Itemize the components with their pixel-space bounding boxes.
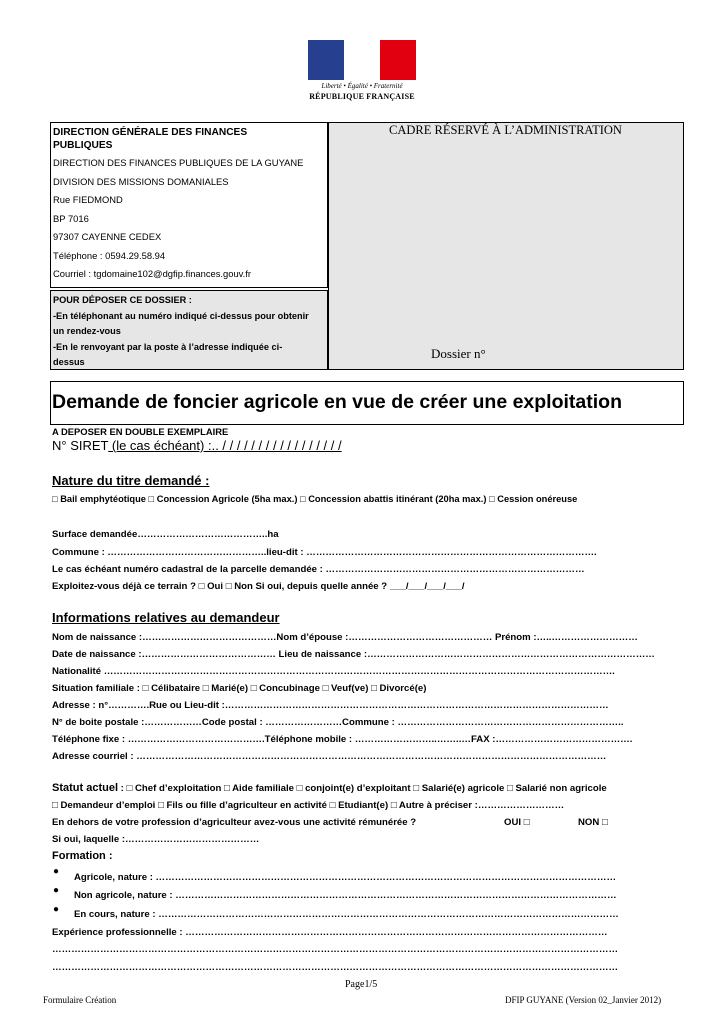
deposit-box: [50, 290, 328, 370]
direction-line: Rue FIEDMOND: [53, 194, 123, 205]
direction-line: BP 7016: [53, 212, 89, 224]
nationality-field[interactable]: Nationalité …………………………………………………………………………………………………………………………………………….: [52, 666, 615, 677]
page-number: Page1/5: [345, 979, 378, 990]
republique-logo: [308, 40, 416, 106]
direction-lines: [53, 154, 303, 284]
admin-title: CADRE RÉSERVÉ À L’ADMINISTRATION: [389, 123, 622, 137]
bullet-icon: ●: [53, 904, 60, 915]
family-status-field[interactable]: Situation familiale : □ Célibataire □ Marié(e) □ Concubinage □ Veuf(ve) □ Divorcé(e): [52, 683, 427, 694]
birth-name-field[interactable]: Nom de naissance :……………………………………Nom d’épouse :……………………………………… Prénom :…..………………………: [52, 632, 638, 643]
statut-options[interactable]: : □ Chef d’exploitation □ Aide familiale □ conjoint(e) d’exploitant □ Salarié(e) agricole □ Salarié non agricole: [118, 783, 607, 794]
phone-field[interactable]: Téléphone fixe : …………………………………….Téléphone mobile : ……………………..……..…FAX :…………………………………….: [52, 734, 633, 745]
bullet-icon: ●: [53, 885, 60, 896]
double-copy-note: A DEPOSER EN DOUBLE EXEMPLAIRE: [52, 426, 229, 437]
deposit-title: POUR DÉPOSER CE DOSSIER :: [53, 295, 192, 305]
direction-line: DIVISION DES MISSIONS DOMANIALES: [53, 175, 229, 187]
deposit-line: un rendez-vous: [53, 326, 121, 336]
motto: Liberté • Égalité • Fraternité: [321, 82, 403, 90]
email-field[interactable]: Adresse courriel : …………………………………………………………………………………………………………………………………: [52, 751, 607, 762]
commune-field[interactable]: Commune : …………………………………………..lieu-dit : ……………………………………………………………………………….: [52, 547, 597, 558]
form-title: Demande de foncier agricole en vue de créer une exploitation: [52, 391, 623, 413]
siret-value[interactable]: (le cas échéant) :.. / / / / / / / / / / / / / / / / /: [108, 438, 342, 453]
direction-line: Courriel : tgdomaine102@dgfip.finances.gouv.fr: [53, 268, 251, 279]
admin-box: [328, 122, 684, 370]
address-field[interactable]: Adresse : n°………….Rue ou Lieu-dit :…………………………………………………………………………………………………………: [52, 700, 609, 711]
exploit-question[interactable]: Exploitez-vous déjà ce terrain ? □ Oui □ Non Si oui, depuis quelle année ? ___/___/___/___/: [52, 581, 465, 592]
flag-icon: [308, 40, 416, 80]
direction-box: [50, 122, 328, 288]
experience-field[interactable]: Expérience professionnelle : ……………………………………………………………………………………………………………………: [52, 927, 608, 938]
dossier-number: Dossier n°: [431, 346, 486, 361]
deposit-line: -En téléphonant au numéro indiqué ci-dessus pour obtenir: [53, 310, 309, 321]
formation-non-agricole-field[interactable]: Non agricole, nature : …………………………………………………………………………………………………………………………: [74, 890, 617, 901]
siret-label: N° SIRET: [52, 438, 109, 453]
non-checkbox[interactable]: NON □: [578, 817, 608, 828]
activity-which-field[interactable]: Si oui, laquelle :……………………………………: [52, 834, 260, 845]
deposit-line: -En le renvoyant par la poste à l’adresse indiquée ci-: [53, 341, 283, 352]
demandeur-heading: Informations relatives au demandeur: [52, 610, 280, 625]
experience-continuation[interactable]: ……………………………………………………………………………………………………………………………………………………………: [52, 962, 619, 973]
direction-title: DIRECTION GÉNÉRALE DES FINANCES PUBLIQUES: [53, 127, 248, 151]
postal-box-field[interactable]: N° de boite postale :………………Code postal : ……………………Commune : ……………………………………………………………..: [52, 717, 624, 728]
experience-continuation[interactable]: ……………………………………………………………………………………………………………………………………………………………: [52, 944, 619, 955]
statut-label: Statut actuel: [52, 782, 119, 794]
direction-line: 97307 CAYENNE CEDEX: [53, 231, 162, 242]
formation-en-cours-field[interactable]: En cours, nature : ………………………………………………………………………………………………………………………………: [74, 909, 619, 920]
direction-line: Téléphone : 0594.29.58.94: [53, 249, 166, 261]
formation-agricole-field[interactable]: Agricole, nature : ………………………………………………………………………………………………………………………………: [74, 872, 617, 883]
nature-heading: Nature du titre demandé :: [52, 473, 210, 488]
cadastral-field[interactable]: Le cas échéant numéro cadastral de la parcelle demandée : ………………………………………………………………………: [52, 564, 585, 575]
form-title-box: [50, 381, 684, 425]
republic-name: RÉPUBLIQUE FRANÇAISE: [309, 92, 415, 101]
deposit-line: dessus: [53, 357, 85, 367]
birth-date-field[interactable]: Date de naissance :…………………………………… Lieu de naissance :………………………………………………………………………………: [52, 649, 655, 660]
bullet-icon: ●: [53, 866, 60, 877]
surface-field[interactable]: Surface demandée…………………………………..ha: [52, 529, 279, 540]
activity-question: En dehors de votre profession d’agriculteur avez-vous une activité rémunérée ?: [52, 817, 417, 828]
direction-line: DIRECTION DES FINANCES PUBLIQUES DE LA GUYANE: [53, 157, 304, 168]
nature-options[interactable]: □ Bail emphytéotique □ Concession Agricole (5ha max.) □ Concession abattis itinérant (20ha max.) □ Cession onéreuse: [52, 494, 578, 504]
siret-line: [52, 438, 342, 453]
footer-right: DFIP GUYANE (Version 02_Janvier 2012): [505, 995, 662, 1005]
formation-label: Formation :: [52, 850, 113, 862]
statut-line[interactable]: [52, 782, 607, 794]
footer-left: Formulaire Création: [43, 995, 117, 1005]
oui-checkbox[interactable]: OUI □: [504, 817, 530, 828]
statut-options-2[interactable]: □ Demandeur d’emploi □ Fils ou fille d’agriculteur en activité □ Etudiant(e) □ Autre à préciser :………………………: [52, 800, 565, 811]
